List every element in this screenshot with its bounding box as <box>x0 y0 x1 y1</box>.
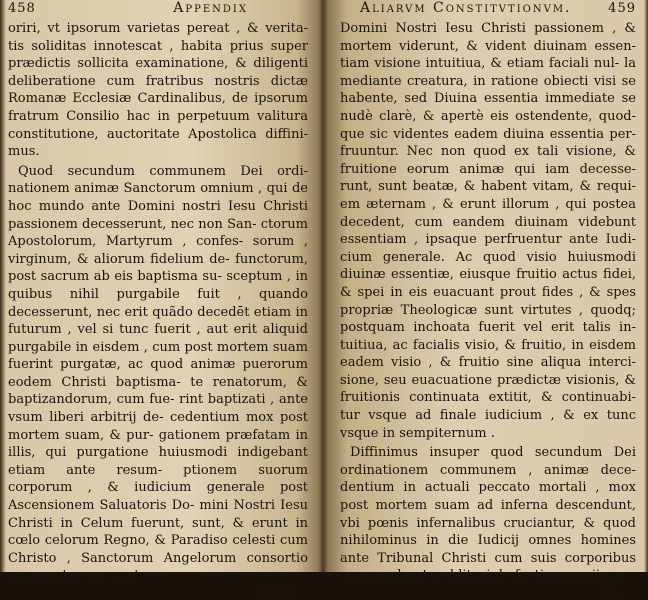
left-catchword: Domi- <box>258 585 298 600</box>
page-edge-shadow <box>0 0 6 572</box>
paragraph: oriri, vt ipsorum varietas pereat , & verita- tis soliditas innotescat , habita prius super prædictis sollicita examinatione, & diligenti deliberatione cum fratribus nostris dictæ Romanæ Ecclesiæ Cardinalibus, de ipsorum fratrum Consilio hac in perpetuum valitura constitutione, auctoritate Apostolica diffini- mus. <box>8 21 308 160</box>
left-page-header <box>8 0 308 20</box>
paragraph: Quod secundum communem Dei ordi- nationem animæ Sanctorum omnium , qui de hoc mundo ante Domini nostri Iesu Christi passionem decesserunt, nec non San- ctorum Apostolorum, Martyrum , confes- sorum , virginum, & aliorum fidelium de- functorum, post sacrum ab eis baptisma su- sceptum , in quibus nihil purgabile fuit , quando decesserunt, nec erit quãdo decedēt etiam in futurum , vel si tunc fuerit , aut erit aliquid purgabile in eisdem , cum post mortem suam fuerint purgatæ, ac quod animæ puerorum eodem Christi baptisma- te renatorum, & baptizandorum, cum fue- rint baptizati , ante vsum liberi arbitrij de- cedentium mox post mortem suam, & pur- gationem præfatam in illis, qui purgatione huiusmodi indigebant etiam ante resum- ptionem suorum corporum , & iudicium generale post Ascensionem Saluatoris Do- mini Nostri Iesu Christi in Celum fuerunt, sunt, & erunt in cœlo celorum Regno, & Paradiso celesti cum Christo , Sanctorum Angelorum consortio aggregatæ , ac post <box>8 163 308 584</box>
left-running-head: Appendix <box>173 0 248 16</box>
right-page-body <box>340 20 636 585</box>
right-page-number: 459 <box>608 1 636 16</box>
paragraph: Diffinimus insuper quod secundum Dei ordinationem communem , animæ dece- dentium in actuali peccato mortali , mox post mortem suam ad inferna descendunt, vbi pœnis infernalibus cruciantur, & quod nihilominus in die Iudicij omnes homines ante Tribunal Christi cum suis corporibus comparebunt reddituri de factis propriis ra- <box>340 445 636 584</box>
left-page <box>0 0 322 600</box>
right-catchword: tio- <box>604 585 626 600</box>
right-running-head: Aliarvm Constitvtionvm. <box>360 0 572 16</box>
paragraph: Domini Nostri Iesu Christi passionem , & mortem viderunt, & vident diuinam essen- tiam visione intuitiua, & etiam faciali nul- la mediante creatura, in ratione obiecti visi se habente, sed Diuina essentia immediate se nudè clarè, & apertè eis ostendente, quod- que sic videntes eadem diuina essentia per- fruuntur. Nec non quod ex tali visione, & fruitione eorum animæ qui iam decesse- runt, sunt beatæ, & habent vitam, & requi- em æternam , & erunt illorum , qui postea decedent, cum eandem diuinam videbunt essentiam , ipsaque perfruentur ante Iudi- cium generale. Ac quod visio huiusmodi diuinæ essentiæ, eiusque fruitio actus fidei, & spei in eis euacuant prout fides , & spes propriæ Theologicæ sunt virtutes , quodq; postquam inchoata fuerit vel erit talis in- tuitiua, ac facialis visio, & fruitio, in eisdem eadem visio , & fruitio sine aliqua interci- sione, seu euacuatione prædictæ visionis, & fruitionis continuata extitit, & continuabi- tur vsque ad finale iudicium , & ex tunc vsque in sempiternum . <box>340 21 636 441</box>
right-page <box>322 0 648 600</box>
page-edge-shadow <box>644 0 648 572</box>
left-page-body <box>8 20 308 585</box>
left-page-number: 458 <box>8 1 36 16</box>
right-page-header <box>340 0 636 20</box>
